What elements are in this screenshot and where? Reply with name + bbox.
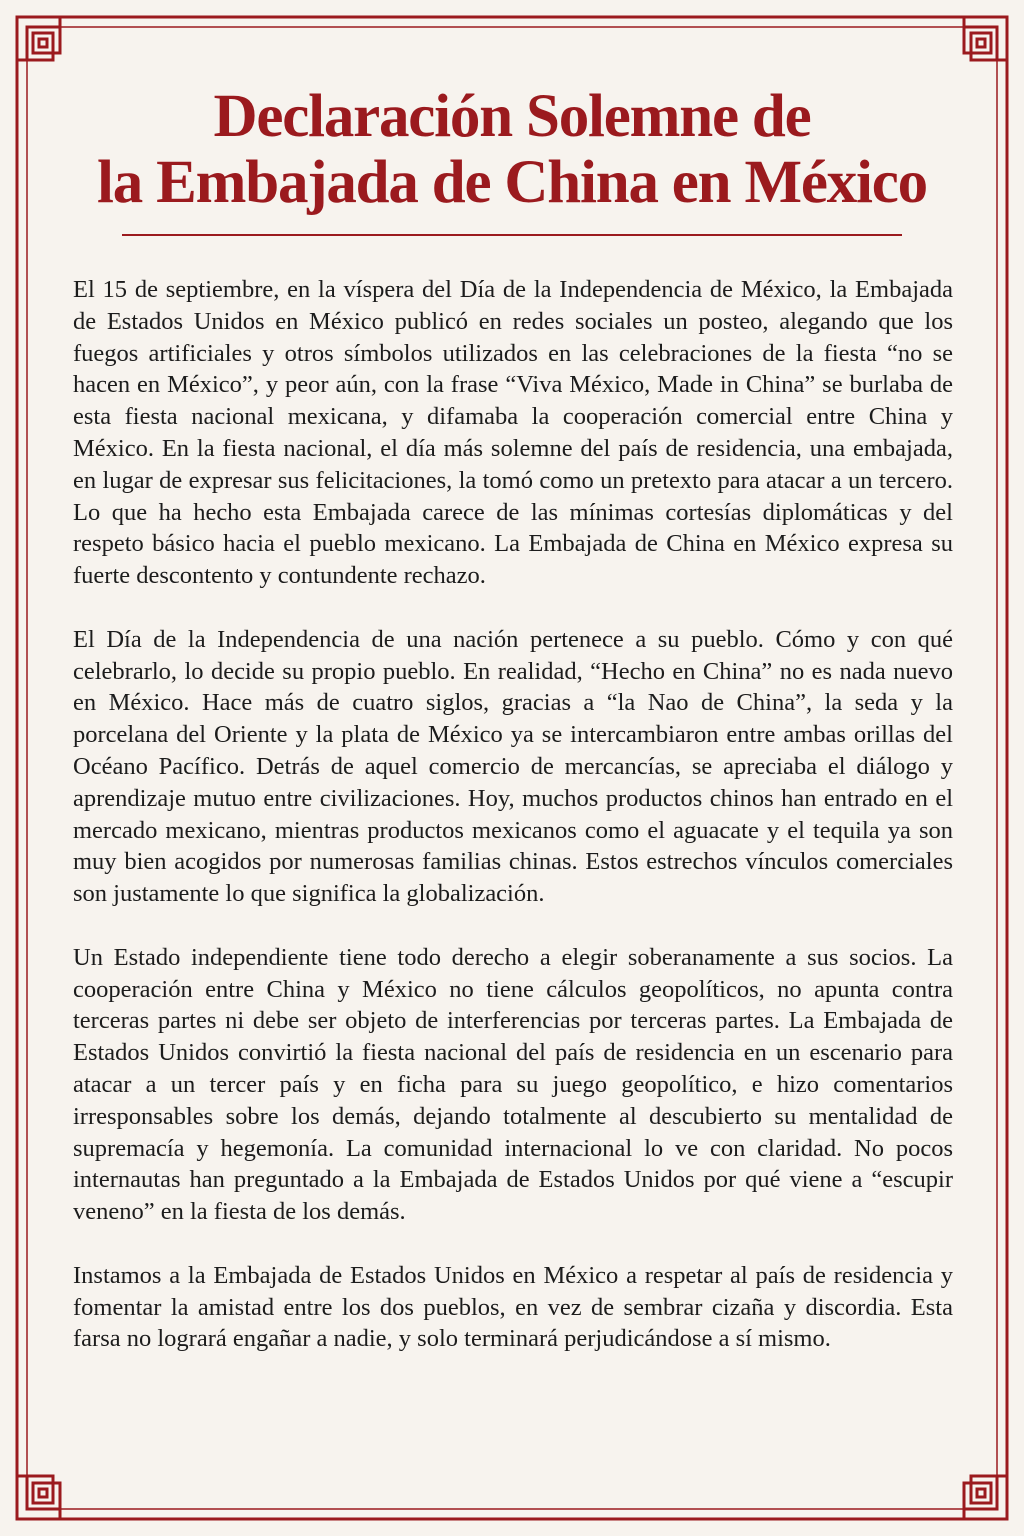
title-divider	[122, 234, 902, 236]
paragraph-2: El Día de la Independencia de una nación pertenece a su pueblo. Cómo y con qué celebrarlo, lo decide su propio pueblo. En realidad, “Hecho en China” no es nada nuevo en México. Hace más de cuatro siglos, gracias a “la Nao de China”, la seda y la porcelana del Oriente y la plata de México ya se intercambiaron entre ambas orillas del Océano Pacífico. Detrás de aquel comercio de mercancías, se apreciaba el diálogo y aprendizaje mutuo entre civilizaciones. Hoy, muchos productos chinos han entrado en el mercado mexicano, mientras productos mexicanos como el aguacate y el tequila ya son muy bien acogidos por numerosas familias chinas. Estos estrechos vínculos comerciales son justamente lo que significa la globalización.	[73, 625, 953, 908]
corner-ornament-top-right	[964, 17, 1007, 60]
paragraph-4: Instamos a la Embajada de Estados Unidos en México a respetar al país de residencia y fomentar la amistad entre los dos pueblos, en vez de sembrar cizaña y discordia. Esta farsa no logrará engañar a nadie, y solo terminará perjudicándose a sí mismo.	[73, 1261, 953, 1353]
corner-ornament-top-left	[17, 17, 60, 60]
paragraph-1: El 15 de septiembre, en la víspera del Día de la Independencia de México, la Embajada de Estados Unidos en México publicó en redes sociales un posteo, alegando que los fuegos artificiales y otros símbolos utilizados en las celebraciones de la fiesta “no se hacen en México”, y peor aún, con la frase “Viva México, Made in China” se burlaba de esta fiesta nacional mexicana, y difamaba la cooperación comercial entre China y México. En la fiesta nacional, el día más solemne del país de residencia, una embajada, en lugar de expresar sus felicitaciones, la tomó como un pretexto para atacar a un tercero. Lo que ha hecho esta Embajada carece de las mínimas cortesías diplomáticas y del respeto básico hacia el pueblo mexicano. La Embajada de China en México expresa su fuerte descontento y contundente rechazo.	[73, 276, 953, 590]
document-title-line-1: Declaración Solemne de	[213, 83, 811, 150]
corner-ornament-bottom-left	[17, 1476, 60, 1519]
paragraph-3: Un Estado independiente tiene todo derecho a elegir soberanamente a sus socios. La cooperación entre China y México no tiene cálculos geopolíticos, no apunta contra terceras partes ni debe ser objeto de interferencias por terceras partes. La Embajada de Estados Unidos convirtió la fiesta nacional del país de residencia en un escenario para atacar a un tercer país y en ficha para su juego geopolítico, e hizo comentarios irresponsables sobre los demás, dejando totalmente al descubierto su mentalidad de supremacía y hegemonía. La comunidad internacional lo ve con claridad. No pocos internautas han preguntado a la Embajada de Estados Unidos por qué viene a “escupir veneno” en la fiesta de los demás.	[73, 943, 953, 1226]
document-title	[60, 84, 964, 216]
corner-ornament-bottom-right	[964, 1476, 1007, 1519]
document-body	[73, 274, 953, 1387]
document-title-line-2: la Embajada de China en México	[97, 149, 927, 216]
